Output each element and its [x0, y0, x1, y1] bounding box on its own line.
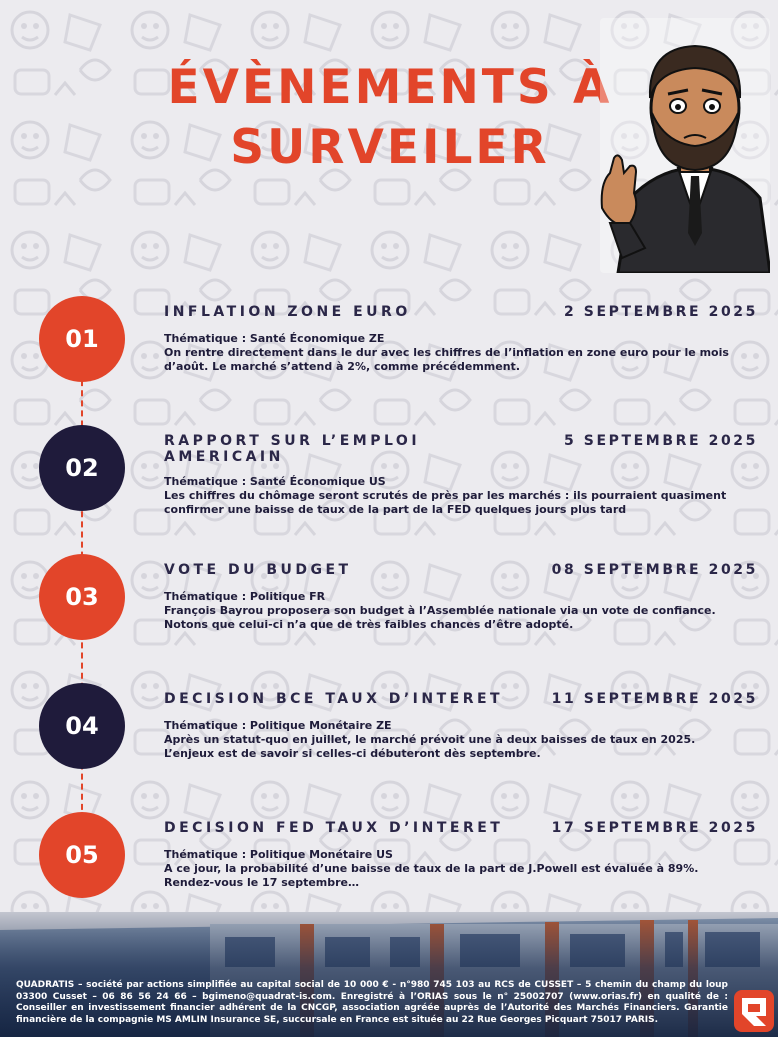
event-number-circle	[39, 425, 125, 511]
event-date: 11 SEPTEMBRE 2025	[551, 691, 758, 707]
footer-legal-text: QUADRATIS – société par actions simplifiée au capital social de 10 000 € - n°980 745 103 au RCS de CUSSET – 5 chemin du champ du loup 03300 Cusset – 06 86 56 24 66 – bgimeno@quadrat-is.com. Enregistré à l’ORIAS sous le n° 25002707 (www.orias.fr) en qualité de : Conseiller en investissement financier adhérent de la CNCGP, association agréée auprès de l’Autorité des Marchés Financiers. Garantie financière de la compagnie MS AMLIN Insurance SE, succursale en France est située au 22 Rue Georges Picquart 75017 PARIS.	[16, 980, 728, 1025]
event-date: 17 SEPTEMBRE 2025	[551, 820, 758, 836]
page-title-line-2: SURVEILER	[230, 120, 550, 175]
event-theme: Thématique : Politique FR	[164, 590, 326, 603]
event-date: 5 SEPTEMBRE 2025	[563, 433, 758, 449]
event-title: INFLATION ZONE EURO	[164, 304, 411, 320]
event-item	[164, 433, 758, 517]
event-number: 05	[65, 841, 99, 869]
event-date: 08 SEPTEMBRE 2025	[551, 562, 758, 578]
event-item	[164, 820, 758, 890]
event-description: On rentre directement dans le dur avec les chiffres de l’inflation en zone euro pour le mois d’août. Le marché s’attend à 2%, comme précédemment.	[164, 346, 729, 373]
quadratis-logo-icon	[734, 990, 774, 1032]
event-date: 2 SEPTEMBRE 2025	[563, 304, 758, 320]
event-number-circle	[39, 296, 125, 382]
event-number-circle	[39, 812, 125, 898]
bearded-man-cartoon-icon	[600, 18, 770, 273]
event-title: RAPPORT SUR L’EMPLOI AMERICAIN	[164, 433, 421, 465]
event-description: François Bayrou proposera son budget à l’Assemblée nationale via un vote de confiance. Notons que celui-ci n’a que de très faibles chances d’être adopté.	[164, 604, 716, 631]
event-item	[164, 691, 758, 761]
event-theme: Thématique : Santé Économique US	[164, 475, 386, 488]
event-title: DECISION BCE TAUX D’INTERET	[164, 691, 504, 707]
event-theme: Thématique : Politique Monétaire ZE	[164, 719, 392, 732]
page-title	[150, 58, 630, 178]
event-theme: Thématique : Santé Économique ZE	[164, 332, 385, 345]
event-item	[164, 304, 758, 374]
event-number: 02	[65, 454, 99, 482]
event-title: VOTE DU BUDGET	[164, 562, 352, 578]
event-number: 03	[65, 583, 99, 611]
event-number-circle	[39, 683, 125, 769]
event-number: 01	[65, 325, 99, 353]
event-theme: Thématique : Politique Monétaire US	[164, 848, 393, 861]
event-description: Les chiffres du chômage seront scrutés de près par les marchés : ils pourraient quasiment confirmer une baisse de taux de la part de la FED quelques jours plus tard	[164, 489, 727, 516]
page-title-line-1: ÉVÈNEMENTS À	[167, 60, 613, 115]
event-item	[164, 562, 758, 632]
event-number-circle	[39, 554, 125, 640]
event-number: 04	[65, 712, 99, 740]
footer	[0, 912, 778, 1037]
event-description: A ce jour, la probabilité d’une baisse de taux de la part de J.Powell est évaluée à 89%. Rendez-vous le 17 septembre…	[164, 862, 699, 889]
event-description: Après un statut-quo en juillet, le marché prévoit une à deux baisses de taux en 2025. L’enjeux est de savoir si celles-ci débuteront dès septembre.	[164, 733, 696, 760]
event-title: DECISION FED TAUX D’INTERET	[164, 820, 504, 836]
